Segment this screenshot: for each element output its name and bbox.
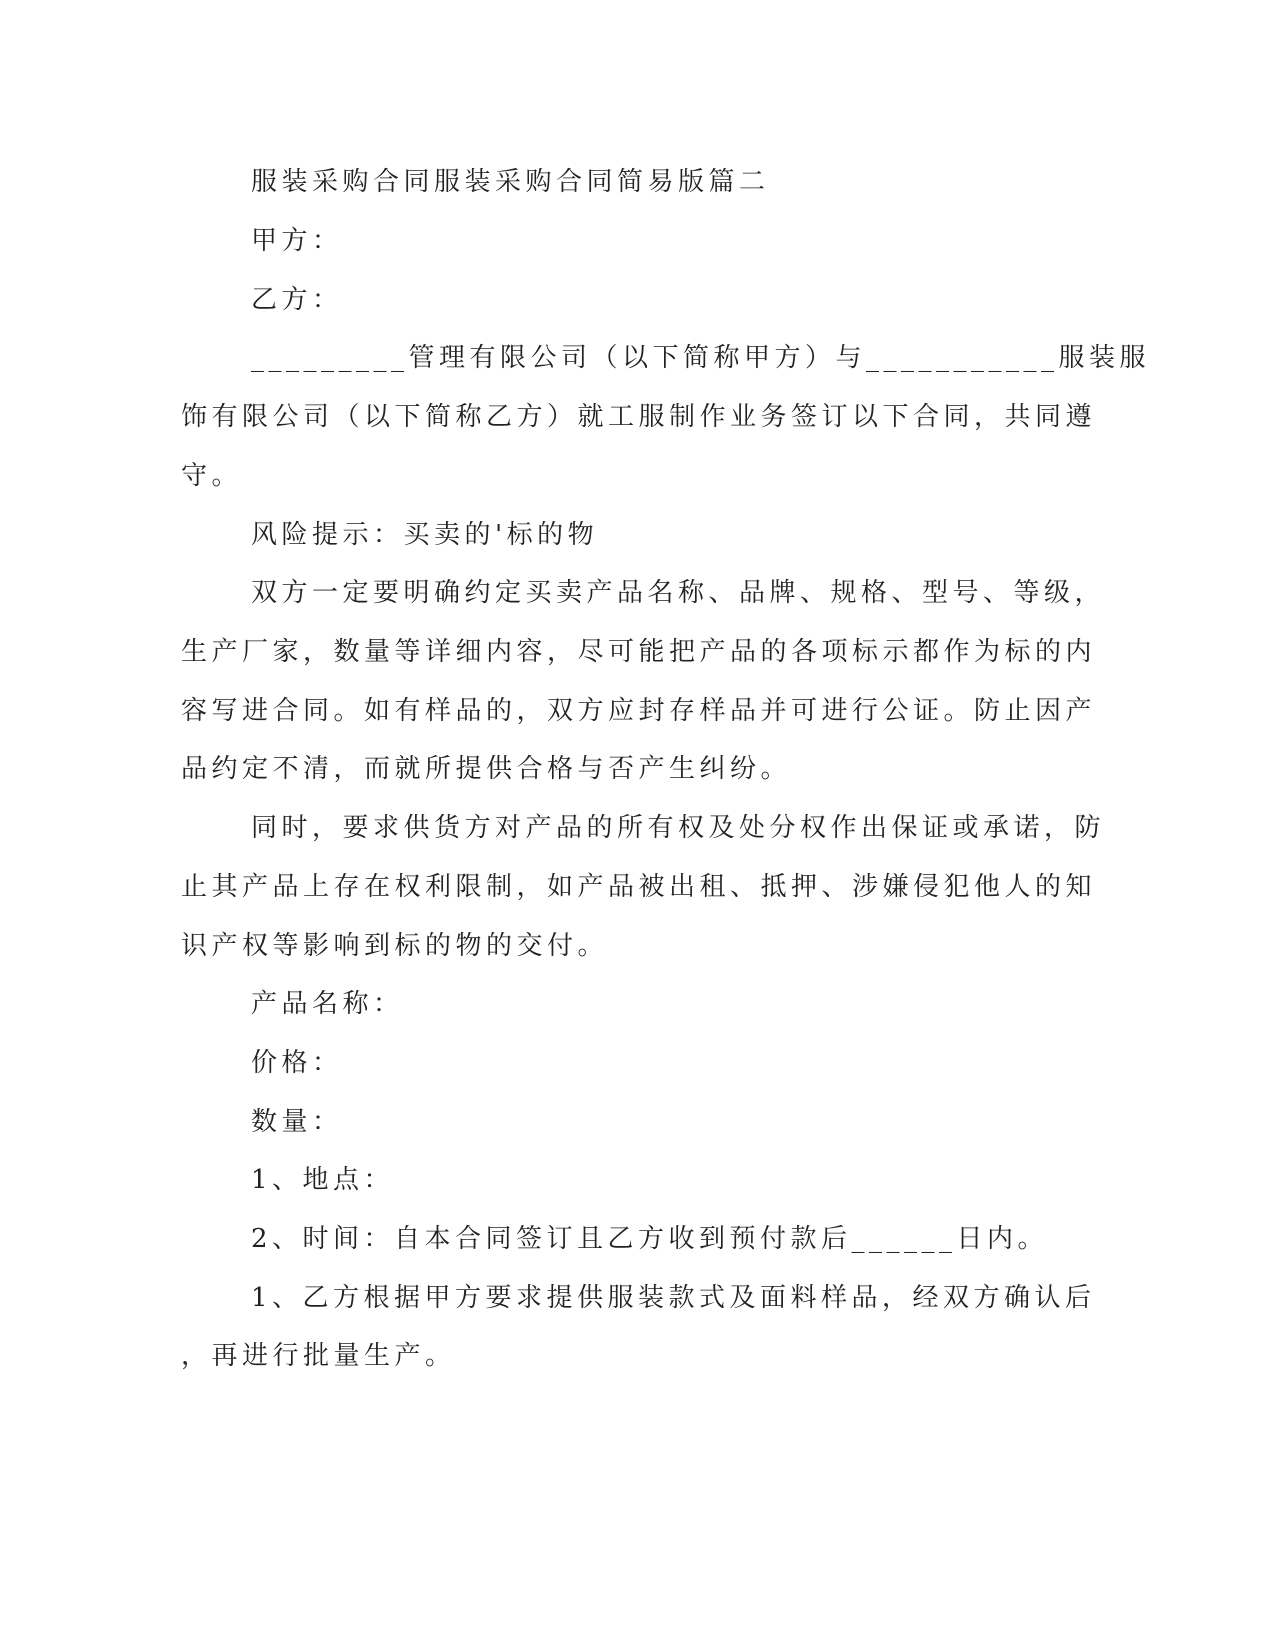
risk-paragraph-line: 生产厂家，数量等详细内容，尽可能把产品的各项标示都作为标的内 [181,637,1097,667]
risk-paragraph-line: 识产权等影响到标的物的交付。 [181,931,609,961]
delivery-place-label: 1、地点： [251,1165,395,1195]
risk-paragraph-line: 品约定不清，而就所提供合格与否产生纠纷。 [181,754,792,784]
quantity-label: 数量： [251,1107,343,1137]
delivery-time-line: 2、时间：自本合同签订且乙方收到预付款后______日内。 [251,1224,1049,1254]
risk-paragraph-line: 止其产品上存在权利限制，如产品被出租、抵押、涉嫌侵犯他人的知 [181,872,1097,902]
product-name-label: 产品名称： [251,989,404,1019]
party-a-label: 甲方： [251,226,343,256]
party-b-label: 乙方： [251,285,343,315]
intro-line: 守。 [181,461,243,491]
intro-line: 饰有限公司（以下简称乙方）就工服制作业务签订以下合同，共同遵 [181,402,1097,432]
clause-line: 1、乙方根据甲方要求提供服装款式及面料样品，经双方确认后 [251,1283,1096,1313]
clause-line: ，再进行批量生产。 [181,1341,456,1371]
price-label: 价格： [251,1048,343,1078]
document-title: 服装采购合同服装采购合同简易版篇二 [251,167,770,197]
risk-paragraph-line: 双方一定要明确约定买卖产品名称、品牌、规格、型号、等级， [251,578,1106,608]
risk-paragraph-line: 同时，要求供货方对产品的所有权及处分权作出保证或承诺，防 [251,813,1106,843]
risk-paragraph-line: 容写进合同。如有样品的，双方应封存样品并可进行公证。防止因产 [181,696,1097,726]
risk-heading: 风险提示：买卖的'标的物 [251,520,599,550]
intro-line: _________管理有限公司（以下简称甲方）与___________服装服 [251,343,1151,373]
